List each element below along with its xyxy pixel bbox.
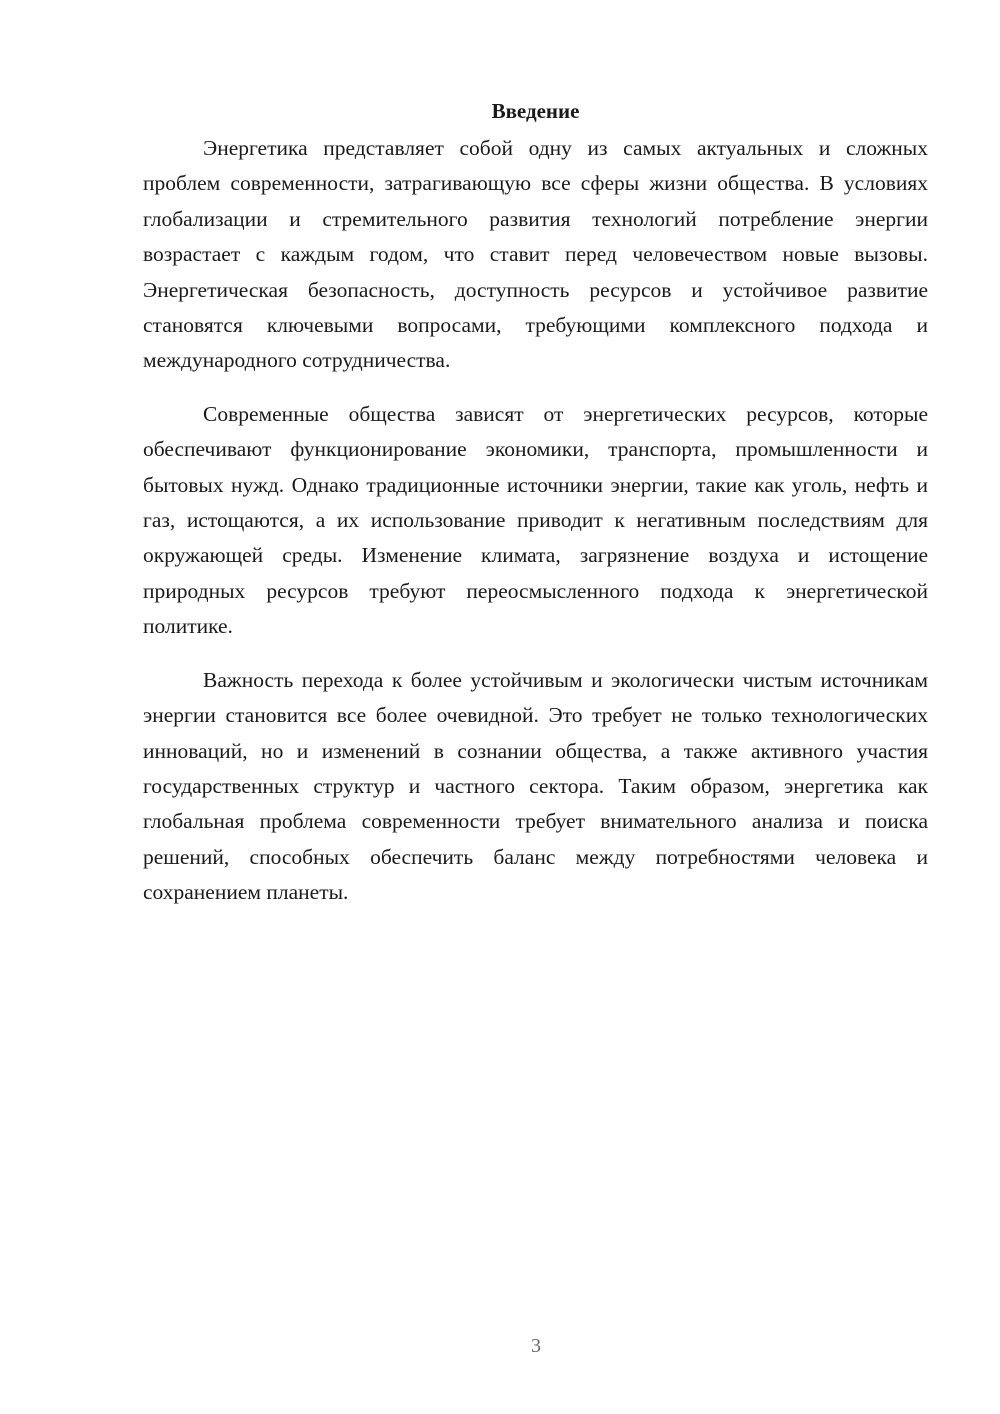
paragraph-1: Энергетика представляет собой одну из самых актуальных и сложных проблем современности, затрагивающую все сферы жизни общества. В условиях глобализации и стремительного развития технологий потребление энергии возрастает с каждым годом, что ставит перед человечеством новые вызовы. Энергетическая безопасность, доступность ресурсов и устойчивое развитие становятся ключевыми вопросами, требующими комплексного подхода и международного сотрудничества.: [143, 136, 928, 373]
page-number: 3: [531, 1335, 541, 1357]
paragraph-2: Современные общества зависят от энергетических ресурсов, которые обеспечивают функционирование экономики, транспорта, промышленности и бытовых нужд. Однако традиционные источники энергии, такие как уголь, нефть и газ, истощаются, а их использование приводит к негативным последствиям для окружающей среды. Изменение климата, загрязнение воздуха и истощение природных ресурсов требуют переосмысленного подхода к энергетической политике.: [143, 401, 928, 639]
paragraph-3: Важность перехода к более устойчивым и экологически чистым источникам энергии становится все более очевидной. Это требует не только технологических инноваций, но и изменений в сознании общества, а также активного участия государственных структур и частного сектора. Таким образом, энергетика как глобальная проблема современности требует внимательного анализа и поиска решений, способных обеспечить баланс между потребностями человека и сохранением планеты.: [143, 667, 928, 905]
section-heading: Введение: [491, 99, 580, 123]
page-content: [143, 96, 928, 929]
